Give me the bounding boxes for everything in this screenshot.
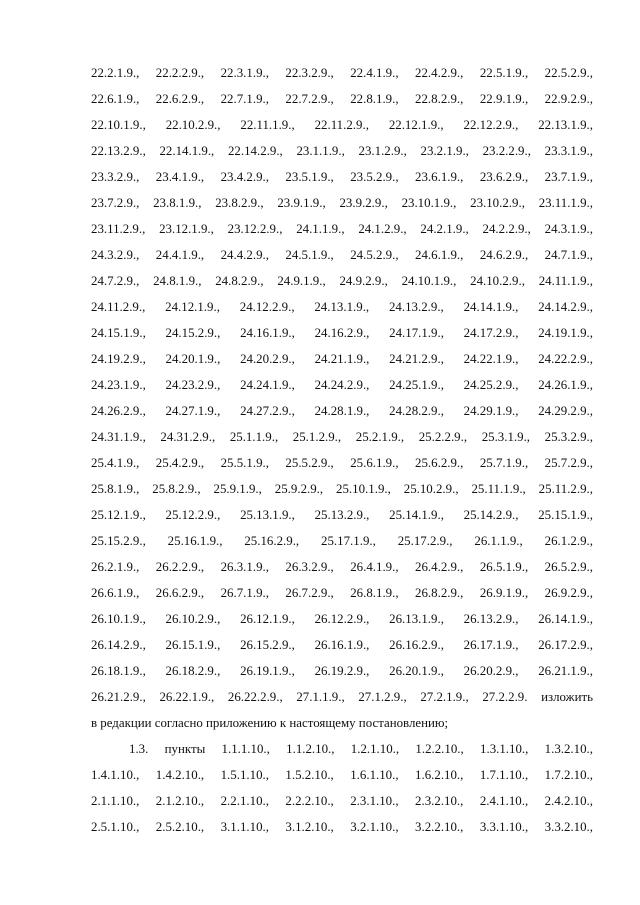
text-line: 23.11.2.9., 23.12.1.9., 23.12.2.9., 24.1.1.9., 24.1.2.9., 24.2.1.9., 24.2.2.9., 24.3.1.9., xyxy=(91,222,593,236)
text-line: 22.2.1.9., 22.2.2.9., 22.3.1.9., 22.3.2.9., 22.4.1.9., 22.4.2.9., 22.5.1.9., 22.5.2.9., xyxy=(91,66,593,80)
text-line: 25.8.1.9., 25.8.2.9., 25.9.1.9., 25.9.2.9., 25.10.1.9., 25.10.2.9., 25.11.1.9., 25.11.2.9., xyxy=(91,482,593,496)
clause-1-3-line: 1.3. пункты 1.1.1.10., 1.1.2.10., 1.2.1.10., 1.2.2.10., 1.3.1.10., 1.3.2.10., xyxy=(129,742,593,756)
text-line: 26.10.1.9., 26.10.2.9., 26.12.1.9., 26.12.2.9., 26.13.1.9., 26.13.2.9., 26.14.1.9., xyxy=(91,612,593,626)
text-line: 24.3.2.9., 24.4.1.9., 24.4.2.9., 24.5.1.9., 24.5.2.9., 24.6.1.9., 24.6.2.9., 24.7.1.9., xyxy=(91,248,593,262)
text-line: 24.11.2.9., 24.12.1.9., 24.12.2.9., 24.13.1.9., 24.13.2.9., 24.14.1.9., 24.14.2.9., xyxy=(91,300,593,314)
text-line: 26.6.1.9., 26.6.2.9., 26.7.1.9., 26.7.2.9., 26.8.1.9., 26.8.2.9., 26.9.1.9., 26.9.2.9., xyxy=(91,586,593,600)
text-line: 24.15.1.9., 24.15.2.9., 24.16.1.9., 24.16.2.9., 24.17.1.9., 24.17.2.9., 24.19.1.9., xyxy=(91,326,593,340)
text-line: 24.31.1.9., 24.31.2.9., 25.1.1.9., 25.1.2.9., 25.2.1.9., 25.2.2.9., 25.3.1.9., 25.3.2.9., xyxy=(91,430,593,444)
text-line: 26.18.1.9., 26.18.2.9., 26.19.1.9., 26.19.2.9., 26.20.1.9., 26.20.2.9., 26.21.1.9., xyxy=(91,664,593,678)
text-line: 24.23.1.9., 24.23.2.9., 24.24.1.9., 24.24.2.9., 24.25.1.9., 24.25.2.9., 24.26.1.9., xyxy=(91,378,593,392)
text-line: 22.10.1.9., 22.10.2.9., 22.11.1.9., 22.11.2.9., 22.12.1.9., 22.12.2.9., 22.13.1.9., xyxy=(91,118,593,132)
text-line: 1.4.1.10., 1.4.2.10., 1.5.1.10., 1.5.2.10., 1.6.1.10., 1.6.2.10., 1.7.1.10., 1.7.2.10., xyxy=(91,768,593,782)
text-line: 24.26.2.9., 24.27.1.9., 24.27.2.9., 24.28.1.9., 24.28.2.9., 24.29.1.9., 24.29.2.9., xyxy=(91,404,593,418)
text-line: 26.14.2.9., 26.15.1.9., 26.15.2.9., 26.16.1.9., 26.16.2.9., 26.17.1.9., 26.17.2.9., xyxy=(91,638,593,652)
text-line: 22.6.1.9., 22.6.2.9., 22.7.1.9., 22.7.2.9., 22.8.1.9., 22.8.2.9., 22.9.1.9., 22.9.2.9., xyxy=(91,92,593,106)
text-line: 26.2.1.9., 26.2.2.9., 26.3.1.9., 26.3.2.9., 26.4.1.9., 26.4.2.9., 26.5.1.9., 26.5.2.9., xyxy=(91,560,593,574)
text-line: 25.15.2.9., 25.16.1.9., 25.16.2.9., 25.17.1.9., 25.17.2.9., 26.1.1.9., 26.1.2.9., xyxy=(91,534,593,548)
text-line: 2.1.1.10., 2.1.2.10., 2.2.1.10., 2.2.2.10., 2.3.1.10., 2.3.2.10., 2.4.1.10., 2.4.2.10., xyxy=(91,794,593,808)
paragraph-end-line: в редакции согласно приложению к настоящему постановлению; xyxy=(91,716,449,730)
text-line: 24.19.2.9., 24.20.1.9., 24.20.2.9., 24.21.1.9., 24.21.2.9., 24.22.1.9., 24.22.2.9., xyxy=(91,352,593,366)
text-line: 2.5.1.10., 2.5.2.10., 3.1.1.10., 3.1.2.10., 3.2.1.10., 3.2.2.10., 3.3.1.10., 3.3.2.10., xyxy=(91,820,593,834)
text-line: 25.12.1.9., 25.12.2.9., 25.13.1.9., 25.13.2.9., 25.14.1.9., 25.14.2.9., 25.15.1.9., xyxy=(91,508,593,522)
text-line: 25.4.1.9., 25.4.2.9., 25.5.1.9., 25.5.2.9., 25.6.1.9., 25.6.2.9., 25.7.1.9., 25.7.2.9., xyxy=(91,456,593,470)
text-line: 23.3.2.9., 23.4.1.9., 23.4.2.9., 23.5.1.9., 23.5.2.9., 23.6.1.9., 23.6.2.9., 23.7.1.9., xyxy=(91,170,593,184)
document-body-text xyxy=(91,60,593,840)
text-line: 26.21.2.9., 26.22.1.9., 26.22.2.9., 27.1.1.9., 27.1.2.9., 27.2.1.9., 27.2.2.9. изложить xyxy=(91,690,593,704)
text-line: 22.13.2.9., 22.14.1.9., 22.14.2.9., 23.1.1.9., 23.1.2.9., 23.2.1.9., 23.2.2.9., 23.3.1.9., xyxy=(91,144,593,158)
text-line: 24.7.2.9., 24.8.1.9., 24.8.2.9., 24.9.1.9., 24.9.2.9., 24.10.1.9., 24.10.2.9., 24.11.1.9., xyxy=(91,274,593,288)
text-line: 23.7.2.9., 23.8.1.9., 23.8.2.9., 23.9.1.9., 23.9.2.9., 23.10.1.9., 23.10.2.9., 23.11.1.9., xyxy=(91,196,593,210)
